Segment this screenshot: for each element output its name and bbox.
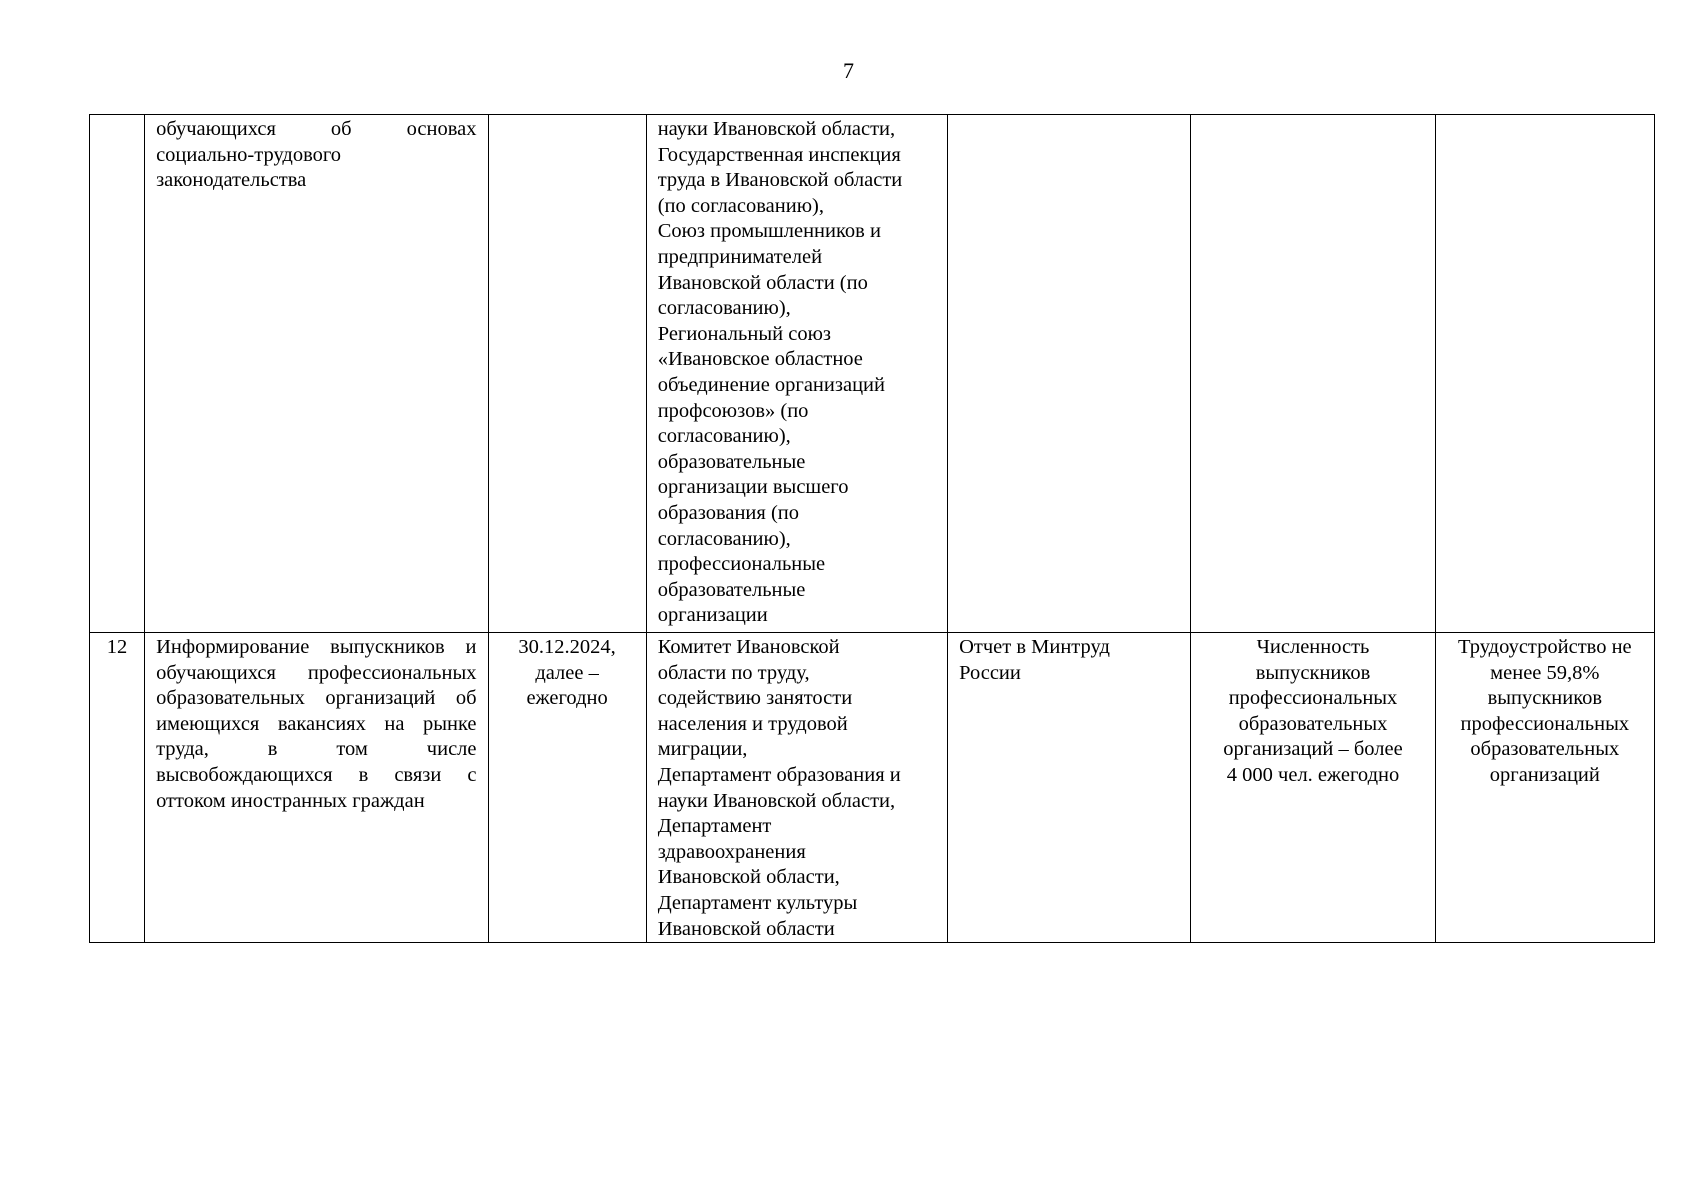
executors-line: Департамент образования и	[657, 763, 901, 786]
event-line: Информирование выпускников и	[156, 636, 477, 658]
cell-number	[90, 115, 145, 633]
executors-line: Государственная инспекция	[657, 143, 901, 166]
cell-target	[1435, 115, 1654, 633]
executors-line: организации высшего	[657, 476, 849, 499]
cell-target	[1435, 633, 1654, 943]
executors-line: науки Ивановской области,	[657, 789, 896, 812]
table-row	[90, 115, 1655, 633]
executors-line: содействию занятости	[657, 687, 853, 710]
cell-event	[145, 633, 488, 943]
cell-deadline	[488, 633, 646, 943]
executors-line: организации	[657, 604, 768, 627]
executors-line: профессиональные	[657, 553, 826, 576]
executors-line: науки Ивановской области,	[657, 118, 896, 140]
cell-executors	[646, 633, 947, 943]
cell-event	[145, 115, 488, 633]
measures-table	[89, 114, 1655, 943]
executors-line: профсоюзов» (по	[657, 399, 809, 422]
cell-indicator	[1191, 115, 1435, 633]
cell-result	[948, 633, 1191, 943]
indicator-line: организаций – более	[1223, 738, 1403, 761]
executors-line: Ивановской области (по	[657, 271, 868, 294]
executors-line: образовательные	[657, 578, 806, 601]
indicator-line: выпускников	[1255, 661, 1371, 684]
executors-line: Союз промышленников и	[657, 220, 881, 243]
target-line: Трудоустройство не	[1458, 636, 1632, 658]
executors-line: Департамент культуры	[657, 891, 858, 914]
cell-result	[948, 115, 1191, 633]
target-line: выпускников	[1487, 687, 1603, 710]
event-line: высвобождающихся в связи с	[156, 763, 477, 786]
executors-line: области по труду,	[657, 661, 810, 684]
target-line: организаций	[1489, 763, 1600, 786]
event-line: имеющихся вакансиях на рынке	[156, 712, 477, 735]
executors-line: миграции,	[657, 738, 748, 761]
target-line: менее 59,8%	[1490, 661, 1600, 684]
cell-number: 12	[90, 633, 145, 943]
cell-executors	[646, 115, 947, 633]
result-line: России	[959, 661, 1021, 684]
executors-line: образовательные	[657, 450, 806, 473]
executors-line: Департамент	[657, 815, 772, 838]
table-row	[90, 633, 1655, 943]
executors-line: Ивановской области	[657, 917, 835, 940]
executors-line: (по согласованию),	[657, 194, 824, 217]
executors-line: Комитет Ивановской	[657, 636, 840, 658]
event-line: оттоком иностранных граждан	[156, 789, 425, 812]
executors-line: предпринимателей	[657, 245, 823, 268]
page-number: 7	[843, 58, 854, 83]
indicator-line: Численность	[1256, 636, 1370, 658]
executors-line: населения и трудовой	[657, 712, 848, 735]
target-line: профессиональных	[1460, 712, 1630, 735]
deadline-line: далее –	[535, 661, 599, 684]
result-line: Отчет в Минтруд	[959, 636, 1110, 658]
executors-line: Региональный союз	[657, 322, 831, 345]
indicator-line: образовательных	[1238, 712, 1388, 735]
event-line: законодательства	[156, 169, 307, 192]
event-line: обучающихся профессиональных	[156, 661, 477, 684]
executors-line: «Ивановское областное	[657, 348, 863, 371]
cell-deadline	[488, 115, 646, 633]
executors-line: образования (по	[657, 501, 799, 524]
target-line: образовательных	[1470, 738, 1620, 761]
indicator-line: профессиональных	[1228, 687, 1398, 710]
executors-line: Ивановской области,	[657, 866, 840, 889]
event-line: труда, в том числе	[156, 738, 477, 761]
executors-line: здравоохранения	[657, 840, 806, 863]
deadline-line: 30.12.2024,	[518, 636, 616, 658]
executors-line: труда в Ивановской области	[657, 169, 903, 192]
indicator-line: 4 000 чел. ежегодно	[1226, 763, 1400, 786]
executors-line: объединение организаций	[657, 373, 885, 396]
cell-indicator	[1191, 633, 1435, 943]
event-line: социально-трудового	[156, 143, 342, 166]
event-line: обучающихся об основах	[156, 118, 477, 140]
event-line: образовательных организаций об	[156, 687, 477, 710]
executors-line: согласованию),	[657, 425, 791, 448]
deadline-line: ежегодно	[526, 687, 608, 710]
executors-line: согласованию),	[657, 527, 791, 550]
executors-line: согласованию),	[657, 297, 791, 320]
